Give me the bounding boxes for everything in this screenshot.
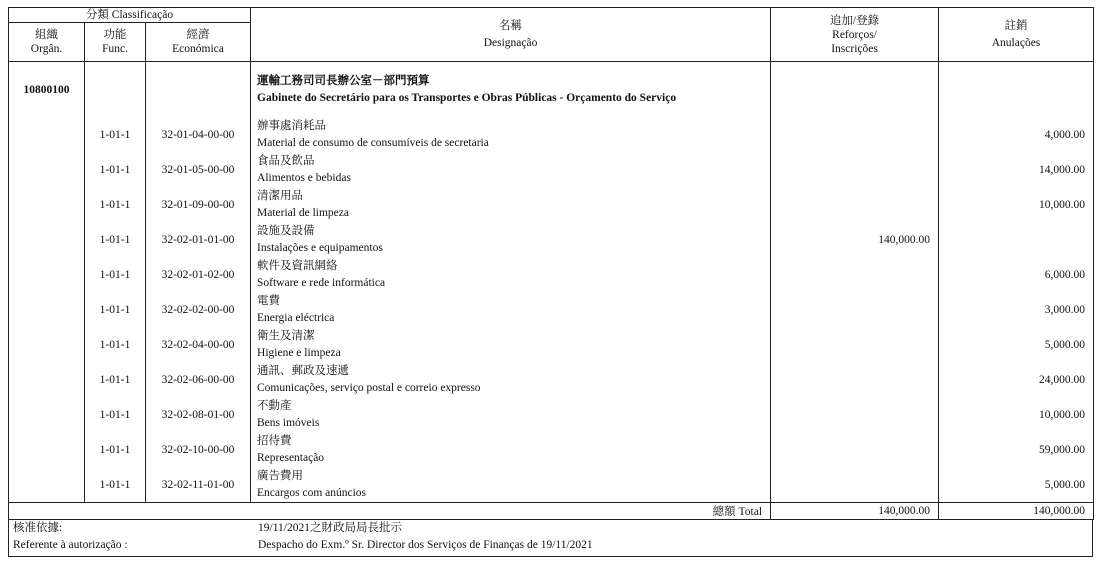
cancellation-amount: 5,000.00 [939,468,1094,503]
reinforcement-amount [771,468,939,503]
designation [251,118,771,153]
table-row [9,328,1094,363]
econ-zh: 經濟 [186,29,210,41]
econ-code: 32-02-02-00-00 [146,293,251,328]
econ-code: 32-01-05-00-00 [146,153,251,188]
designation-pt: Higiene e limpeza [257,347,341,359]
designation-pt: Software e rede informática [257,277,386,289]
table-row [9,468,1094,503]
func-code: 1-01-1 [85,328,146,363]
designation-zh: 設施及設備 [257,225,315,237]
designation-zh: 廣告費用 [257,469,304,482]
econ-code: 32-01-09-00-00 [146,188,251,223]
total-row [9,503,1094,520]
designation-pt: Encargos com anúncios [257,486,367,499]
reinforcement-amount [771,258,939,293]
table-row [9,293,1094,328]
econ-code: 32-02-01-01-00 [146,223,251,258]
designation-zh: 招待費 [257,435,292,447]
func-code: 1-01-1 [85,433,146,468]
reinf-zh: 追加/登錄 [829,14,880,27]
func-code: 1-01-1 [85,223,146,258]
econ-code: 32-02-04-00-00 [146,328,251,363]
classification-header: 分類 Classificação [9,8,251,23]
designation-pt: Material de consumo de consumíveis de secretaria [257,137,489,149]
total-label: 總額 Total [9,503,771,520]
designation-zh: 辦事處消耗品 [257,120,327,132]
designation-zh: 軟件及資訊網絡 [257,260,338,272]
authorization-label-pt: Referente à autorização : [13,539,128,551]
reinforcement-amount [771,153,939,188]
designation-zh: 食品及飲品 [257,155,315,167]
func-code: 1-01-1 [85,258,146,293]
total-reinforcements: 140,000.00 [771,503,939,520]
func-code: 1-01-1 [85,398,146,433]
reinforcement-amount [771,328,939,363]
cancellation-amount: 14,000.00 [939,153,1094,188]
budget-table [8,7,1094,520]
designation [251,188,771,223]
reinforcements-header [771,8,939,62]
designation-zh: 衛生及清潔 [257,330,315,342]
cancellation-amount: 4,000.00 [939,118,1094,153]
designation-zh: 名稱 [499,19,523,32]
organ-header [9,23,85,62]
table-row [9,363,1094,398]
designation-zh: 不動產 [257,400,292,412]
table-row [9,118,1094,153]
authorization-label-zh: 核准依據: [13,522,63,534]
designation-pt: Energia eléctrica [257,312,335,324]
designation-pt: Representação [257,452,325,464]
section-title [251,62,771,118]
authorization-footer [8,519,1093,557]
designation-pt: Material de limpeza [257,207,349,219]
designation-pt: Alimentos e bebidas [257,172,351,184]
econ-pt: Económica [172,43,224,55]
cancel-pt: Anulações [991,36,1041,49]
designation-pt: Designação [483,36,538,49]
cancellation-amount: 5,000.00 [939,328,1094,363]
organ-code: 10800100 [9,62,85,118]
reinforcement-amount: 140,000.00 [771,223,939,258]
total-cancellations: 140,000.00 [939,503,1094,520]
reinf-pt2: Inscrições [831,42,878,55]
designation [251,223,771,258]
table-row [9,398,1094,433]
table-row [9,153,1094,188]
table-row [9,433,1094,468]
section-title-zh: 運輸工務司司長辦公室－部門預算 [257,74,430,87]
reinforcement-amount [771,293,939,328]
reinforcement-amount [771,188,939,223]
func-code: 1-01-1 [85,293,146,328]
func-code: 1-01-1 [85,188,146,223]
func-code: 1-01-1 [85,153,146,188]
designation-zh: 清潔用品 [257,190,304,202]
designation [251,433,771,468]
func-code: 1-01-1 [85,363,146,398]
func-code: 1-01-1 [85,118,146,153]
reinforcement-amount [771,118,939,153]
designation-pt: Instalações e equipamentos [257,242,383,254]
designation-zh: 電費 [257,295,281,307]
func-header [85,23,146,62]
cancellation-amount: 3,000.00 [939,293,1094,328]
func-code: 1-01-1 [85,468,146,503]
table-row [9,188,1094,223]
cancellation-amount [939,223,1094,258]
econ-code: 32-02-11-01-00 [146,468,251,503]
econ-code: 32-02-01-02-00 [146,258,251,293]
cancellation-amount: 6,000.00 [939,258,1094,293]
authorization-value-zh: 19/11/2021之財政局局長批示 [258,522,402,534]
cancellation-amount: 10,000.00 [939,188,1094,223]
func-zh: 功能 [103,29,127,41]
designation [251,328,771,363]
econ-header [146,23,251,62]
econ-code: 32-02-08-01-00 [146,398,251,433]
designation [251,468,771,503]
designation [251,293,771,328]
cancellation-amount: 24,000.00 [939,363,1094,398]
designation [251,153,771,188]
organ-zh: 組織 [35,29,58,41]
reinforcement-amount [771,398,939,433]
designation [251,363,771,398]
econ-code: 32-02-10-00-00 [146,433,251,468]
reinforcement-amount [771,433,939,468]
reinforcement-amount [771,363,939,398]
designation-header [251,8,771,62]
section-title-pt: Gabinete do Secretário para os Transportes e Obras Públicas - Orçamento do Serviço [257,91,677,104]
designation-pt: Comunicações, serviço postal e correio expresso [257,382,481,394]
table-row [9,223,1094,258]
func-pt: Func. [102,43,128,55]
section-row [9,62,1094,118]
cancellation-amount: 59,000.00 [939,433,1094,468]
cancellations-header [939,8,1094,62]
designation-zh: 通訊、郵政及速遞 [257,365,350,377]
econ-code: 32-01-04-00-00 [146,118,251,153]
designation-pt: Bens imóveis [257,417,320,429]
authorization-value-pt: Despacho do Exm.º Sr. Director dos Serviços de Finanças de 19/11/2021 [258,539,593,551]
designation [251,398,771,433]
table-row [9,258,1094,293]
cancel-zh: 註銷 [1004,19,1028,32]
reinf-pt1: Reforços/ [832,28,877,41]
designation [251,258,771,293]
econ-code: 32-02-06-00-00 [146,363,251,398]
organ-pt: Orgân. [30,43,63,55]
cancellation-amount: 10,000.00 [939,398,1094,433]
